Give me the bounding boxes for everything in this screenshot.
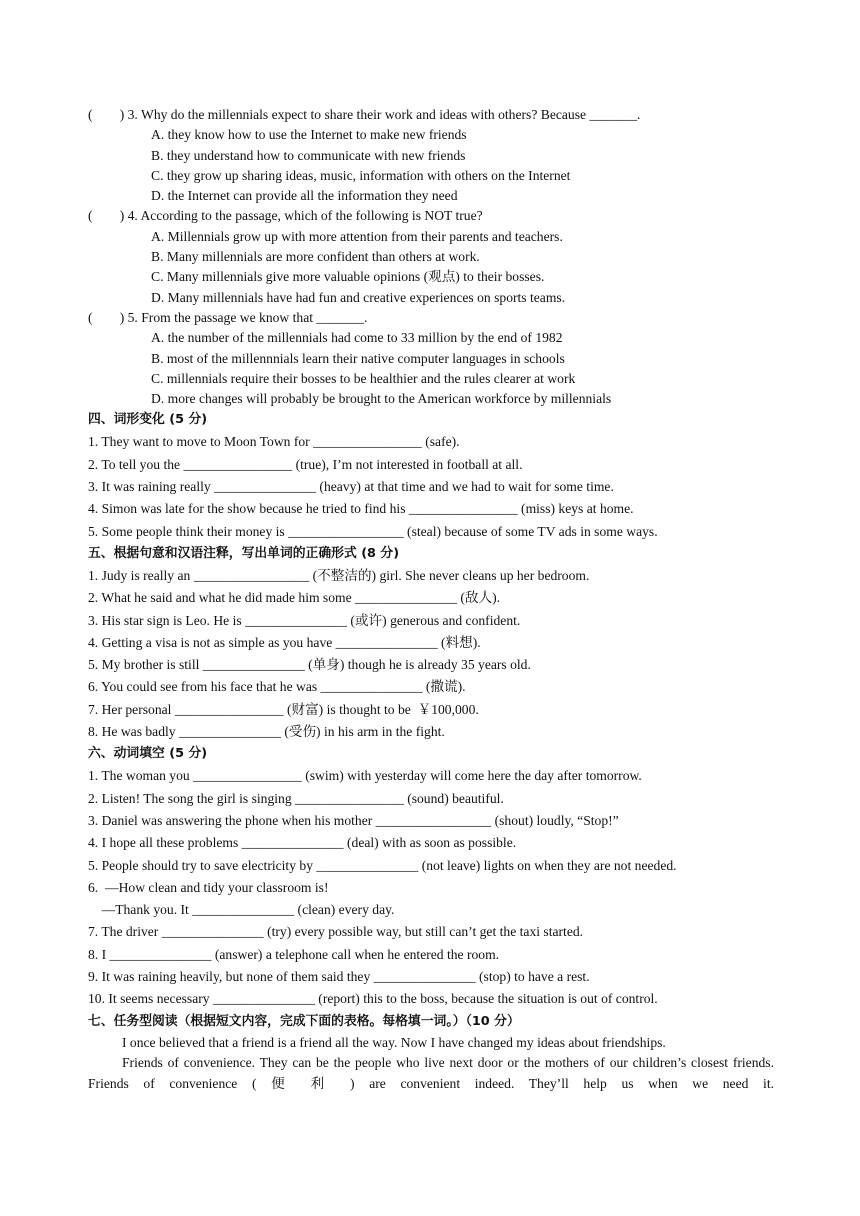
- section-7-title: 七、任务型阅读（根据短文内容，完成下面的表格。每格填一词。）（10 分）: [88, 1013, 520, 1029]
- section-6-item-6a: 6. —How clean and tidy your classroom is!: [88, 879, 329, 895]
- section-5-item-7: 7. Her personal ________________ (财富) is thought to be ￥100,000.: [88, 701, 479, 717]
- section-6-item-10: 10. It seems necessary _______________ (report) this to the boss, because the situation is out of control.: [88, 991, 658, 1007]
- section-5: [88, 543, 774, 743]
- question-4-stem: ( ) 4. According to the passage, which of the following is NOT true?: [88, 208, 483, 224]
- question-5-option-d: D. more changes will probably be brought to the American workforce by millennials: [151, 391, 612, 407]
- section-4-item-5: 5. Some people think their money is _________________ (steal) because of some TV ads in some ways.: [88, 523, 658, 539]
- question-5-stem: ( ) 5. From the passage we know that _______.: [88, 309, 368, 325]
- section-7: [88, 1011, 774, 1095]
- reading-questions: [88, 105, 774, 409]
- section-5-item-2: 2. What he said and what he did made him some _______________ (敌人).: [88, 590, 501, 606]
- section-6-item-5: 5. People should try to save electricity by _______________ (not leave) lights on when they are not needed.: [88, 857, 677, 873]
- section-6: [88, 743, 774, 1010]
- section-5-item-3: 3. His star sign is Leo. He is _______________ (或许) generous and confident.: [88, 612, 521, 628]
- section-6-item-3: 3. Daniel was answering the phone when his mother _________________ (shout) loudly, “Stop!”: [88, 812, 619, 828]
- question-4-option-a: A. Millennials grow up with more attention from their parents and teachers.: [151, 228, 563, 244]
- question-3-option-a: A. they know how to use the Internet to make new friends: [151, 127, 467, 143]
- question-3-option-c: C. they grow up sharing ideas, music, information with others on the Internet: [151, 167, 571, 183]
- section-4-item-3: 3. It was raining really _______________ (heavy) at that time and we had to wait for some time.: [88, 479, 614, 495]
- section-6-item-6b: —Thank you. It _______________ (clean) every day.: [88, 902, 395, 918]
- question-4-option-d: D. Many millennials have had fun and creative experiences on sports teams.: [151, 289, 566, 305]
- question-3-stem: ( ) 3. Why do the millennials expect to share their work and ideas with others? Because _______.: [88, 107, 641, 122]
- question-3-option-d: D. the Internet can provide all the information they need: [151, 188, 458, 204]
- section-5-item-1: 1. Judy is really an _________________ (不整洁的) girl. She never cleans up her bedroom.: [88, 567, 590, 583]
- section-6-item-4: 4. I hope all these problems _______________ (deal) with as soon as possible.: [88, 835, 517, 851]
- section-6-title: 六、动词填空 (5 分): [88, 746, 208, 762]
- section-4-title: 四、词形变化 (5 分): [88, 412, 208, 428]
- section-5-title: 五、根据句意和汉语注释，写出单词的正确形式 (8 分): [88, 545, 400, 561]
- section-6-item-9: 9. It was raining heavily, but none of them said they _______________ (stop) to have a rest.: [88, 968, 590, 984]
- section-7-paragraph-2: Friends of convenience. They can be the people who live next door or the mothers of our children’s closest friends. Friends of convenience ( 便 利 ) are convenient indeed. They’ll help us when we need it.: [88, 1055, 774, 1091]
- question-5-option-a: A. the number of the millennials had come to 33 million by the end of 1982: [151, 330, 563, 346]
- section-6-item-8: 8. I _______________ (answer) a telephone call when he entered the room.: [88, 946, 500, 962]
- section-6-item-1: 1. The woman you ________________ (swim) with yesterday will come here the day after tomorrow.: [88, 768, 642, 784]
- question-3-option-b: B. they understand how to communicate with new friends: [151, 147, 466, 163]
- question-4-option-c: C. Many millennials give more valuable opinions (观点) to their bosses.: [151, 269, 545, 285]
- section-5-item-6: 6. You could see from his face that he was _______________ (撒谎).: [88, 679, 466, 695]
- question-4-option-b: B. Many millennials are more confident than others at work.: [151, 249, 480, 265]
- section-6-item-7: 7. The driver _______________ (try) every possible way, but still can’t get the taxi started.: [88, 924, 584, 940]
- question-5-option-b: B. most of the millennnials learn their native computer languages in schools: [151, 350, 565, 366]
- section-4-item-2: 2. To tell you the ________________ (true), I’m not interested in football at all.: [88, 456, 523, 472]
- section-4-item-4: 4. Simon was late for the show because he tried to find his ________________ (miss) keys at home.: [88, 501, 634, 517]
- section-7-paragraph-1: I once believed that a friend is a friend all the way. Now I have changed my ideas about friendships.: [122, 1034, 666, 1050]
- section-5-item-5: 5. My brother is still _______________ (单身) though he is already 35 years old.: [88, 657, 531, 673]
- section-6-item-2: 2. Listen! The song the girl is singing ________________ (sound) beautiful.: [88, 790, 504, 806]
- section-4: [88, 409, 774, 542]
- section-4-item-1: 1. They want to move to Moon Town for ________________ (safe).: [88, 434, 460, 450]
- section-5-item-4: 4. Getting a visa is not as simple as you have _______________ (料想).: [88, 634, 481, 650]
- section-5-item-8: 8. He was badly _______________ (受伤) in his arm in the fight.: [88, 724, 445, 740]
- question-5-option-c: C. millennials require their bosses to be healthier and the rules clearer at work: [151, 370, 576, 386]
